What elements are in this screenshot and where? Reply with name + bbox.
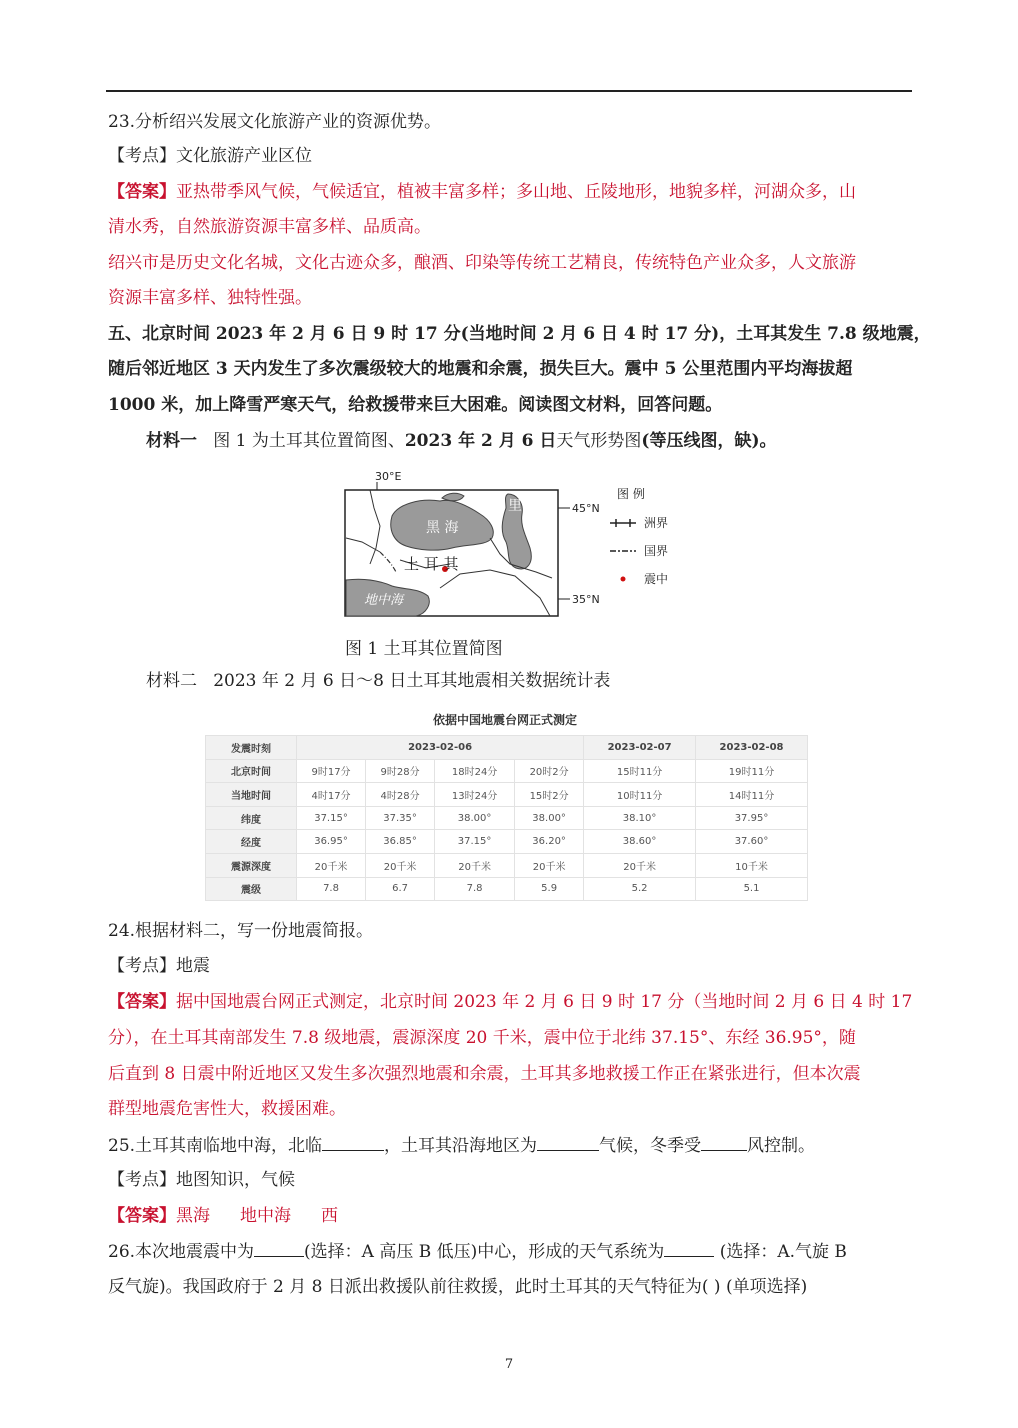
row-label: 震级 <box>206 877 297 901</box>
answer-text: 亚热带季风气候，气候适宜，植被丰富多样；多山地、丘陵地形，地貌多样，河湖众多，山 <box>176 182 856 202</box>
page-number: 7 <box>504 1357 514 1372</box>
table-cell: 15时2分 <box>515 783 584 807</box>
q23-answer-line-3: 绍兴市是历史文化名城，文化古迹众多，酿酒、印染等传统工艺精良，传统特色产业众多，人文旅游 <box>108 253 856 273</box>
q24-kaodian <box>108 955 210 977</box>
lon-30e-label: 30°E <box>375 470 402 483</box>
table-cell: 20千米 <box>297 853 366 877</box>
table-cell: 37.15° <box>435 830 515 854</box>
legend-border-label: 国界 <box>644 544 669 558</box>
table-cell: 15时11分 <box>584 759 696 783</box>
q26-line-2: 反气旋)。我国政府于 2 月 8 日派出救援队前往救援，此时土耳其的天气特征为( ) (单项选择) <box>108 1277 808 1297</box>
table-cell: 20时2分 <box>515 759 584 783</box>
answer-text: 据中国地震台网正式测定，北京时间 2023 年 2 月 6 日 9 时 17 分（当地时间 2 月 6 日 4 时 17 <box>176 992 913 1012</box>
q26-text: 26.本次地震震中为 <box>108 1242 255 1262</box>
q24-answer-line-4: 群型地震危害性大，救援困难。 <box>108 1099 346 1119</box>
q25-kaodian <box>108 1169 295 1191</box>
q24-answer-line-3: 后直到 8 日震中附近地区又发生多次强烈地震和余震，土耳其多地救援工作正在紧张进行，但本次震 <box>108 1064 861 1084</box>
section5-line-2: 随后邻近地区 3 天内发生了多次震级较大的地震和余震，损失巨大。震中 5 公里范围内平均海拔超 <box>108 359 853 379</box>
material2-text: 2023 年 2 月 6 日～8 日土耳其地震相关数据统计表 <box>213 671 611 691</box>
section5-line-1: 五、北京时间 2023 年 2 月 6 日 9 时 17 分(当地时间 2 月 6 日 4 时 17 分)，土耳其发生 7.8 级地震， <box>108 324 931 344</box>
table-cell: 14时11分 <box>696 783 808 807</box>
caspian-label-2: 海 <box>524 522 538 538</box>
material1-text-d: (等压线图，缺)。 <box>641 431 777 451</box>
table-cell: 37.60° <box>696 830 808 854</box>
legend-continent-label: 洲界 <box>644 516 669 530</box>
answer-text: 黑海 <box>176 1206 210 1226</box>
table-row <box>206 853 808 877</box>
q24-question: 24.根据材料二，写一份地震简报。 <box>108 921 374 941</box>
lat-45n-label: 45°N <box>572 502 600 515</box>
table-cell: 5.9 <box>515 877 584 901</box>
table-cell: 13时24分 <box>435 783 515 807</box>
answer-blank <box>664 1240 714 1257</box>
kaodian-tag: 【考点】 <box>108 146 176 166</box>
q23-answer-line-4: 资源丰富多样、独特性强。 <box>108 288 312 308</box>
kaodian-text: 文化旅游产业区位 <box>176 146 312 166</box>
legend-title: 图 例 <box>617 487 645 501</box>
table-cell: 36.20° <box>515 830 584 854</box>
answer-blank <box>254 1240 304 1257</box>
kaodian-tag: 【考点】 <box>108 1170 176 1190</box>
table-cell: 36.95° <box>297 830 366 854</box>
q25-text: 气候，冬季受 <box>599 1136 702 1156</box>
material2-line <box>146 670 610 692</box>
table-cell: 37.35° <box>366 806 435 830</box>
q26-text: (选择：A.气旋 B <box>719 1242 847 1262</box>
table-cell: 38.00° <box>435 806 515 830</box>
caspian-label-1: 里 <box>508 498 522 514</box>
answer-text: 地中海 <box>240 1206 291 1226</box>
answer-tag: 【答案】 <box>108 992 176 1012</box>
table-title: 依据中国地震台网正式测定 <box>432 713 577 727</box>
header-date: 2023-02-08 <box>696 736 808 760</box>
table-cell: 20千米 <box>366 853 435 877</box>
material1-date: 2023 年 2 月 6 日 <box>404 431 557 451</box>
table-cell: 5.1 <box>696 877 808 901</box>
table-row <box>206 783 808 807</box>
answer-blank <box>701 1134 747 1151</box>
table-cell: 5.2 <box>584 877 696 901</box>
black-sea-label: 黑 海 <box>426 520 459 536</box>
q24-answer-line-1 <box>108 991 912 1013</box>
turkey-location-map <box>340 468 700 618</box>
material1-line <box>146 430 777 452</box>
answer-blank <box>537 1134 599 1151</box>
material1-text-a: 图 1 为土耳其位置简图、 <box>213 431 405 451</box>
table-row <box>206 877 808 901</box>
table-cell: 10时11分 <box>584 783 696 807</box>
table-cell: 4时17分 <box>297 783 366 807</box>
row-label: 震源深度 <box>206 853 297 877</box>
q25-question <box>108 1134 815 1157</box>
answer-tag: 【答案】 <box>108 182 176 202</box>
row-label: 北京时间 <box>206 759 297 783</box>
q25-answer <box>108 1205 338 1227</box>
header-date: 2023-02-07 <box>584 736 696 760</box>
legend-epicenter-label: 震中 <box>644 572 669 586</box>
q23-answer-line-2: 清水秀，自然旅游资源丰富多样、品质高。 <box>108 217 431 237</box>
turkey-label: 土 耳 其 <box>404 555 459 573</box>
table-cell: 18时24分 <box>435 759 515 783</box>
material1-label: 材料一 <box>146 431 197 451</box>
header-label: 发震时刻 <box>206 736 297 760</box>
header-date: 2023-02-06 <box>297 736 584 760</box>
answer-text: 西 <box>321 1206 338 1226</box>
lat-35n-label: 35°N <box>572 593 600 606</box>
legend-epicenter-dot <box>621 577 626 582</box>
table-cell: 19时11分 <box>696 759 808 783</box>
q24-answer-line-2: 分），在土耳其南部发生 7.8 级地震，震源深度 20 千米，震中位于北纬 37.15°、东经 36.95°，随 <box>108 1028 856 1048</box>
row-label: 经度 <box>206 830 297 854</box>
material1-text-c: 天气形势图 <box>556 431 642 451</box>
q25-text: 25.土耳其南临地中海，北临 <box>108 1136 323 1156</box>
header-rule <box>106 90 912 92</box>
row-label: 纬度 <box>206 806 297 830</box>
q25-text: 风控制。 <box>747 1136 816 1156</box>
table-cell: 7.8 <box>435 877 515 901</box>
q23-question: 23.分析绍兴发展文化旅游产业的资源优势。 <box>108 112 442 132</box>
table-cell: 36.85° <box>366 830 435 854</box>
table-row <box>206 806 808 830</box>
med-sea-label: 地中海 <box>364 593 404 608</box>
answer-blank <box>322 1134 384 1151</box>
table-cell: 4时28分 <box>366 783 435 807</box>
table-cell: 20千米 <box>584 853 696 877</box>
q23-answer-line-1 <box>108 181 856 203</box>
table-row <box>206 759 808 783</box>
q26-text: (选择：A 高压 B 低压)中心，形成的天气系统为 <box>304 1242 665 1262</box>
table-cell: 38.00° <box>515 806 584 830</box>
kaodian-tag: 【考点】 <box>108 956 176 976</box>
material2-label: 材料二 <box>146 671 197 691</box>
q25-text: ，土耳其沿海地区为 <box>384 1136 538 1156</box>
table-cell: 7.8 <box>297 877 366 901</box>
figure1-caption: 图 1 土耳其位置简图 <box>345 639 503 659</box>
kaodian-text: 地震 <box>176 956 210 976</box>
table-cell: 9时28分 <box>366 759 435 783</box>
kaodian-text: 地图知识，气候 <box>176 1170 295 1190</box>
table-cell: 37.15° <box>297 806 366 830</box>
q26-line-1 <box>108 1240 847 1263</box>
section5-line-3: 1000 米，加上降雪严寒天气，给救援带来巨大困难。阅读图文材料，回答问题。 <box>108 395 723 415</box>
table-cell: 20千米 <box>515 853 584 877</box>
q23-kaodian <box>108 145 312 167</box>
table-cell: 20千米 <box>435 853 515 877</box>
answer-tag: 【答案】 <box>108 1206 176 1226</box>
table-cell: 38.60° <box>584 830 696 854</box>
table-cell: 6.7 <box>366 877 435 901</box>
table-row <box>206 830 808 854</box>
table-cell: 9时17分 <box>297 759 366 783</box>
table-cell: 10千米 <box>696 853 808 877</box>
table-header-row <box>206 736 808 760</box>
table-cell: 38.10° <box>584 806 696 830</box>
earthquake-data-table <box>205 735 808 901</box>
row-label: 当地时间 <box>206 783 297 807</box>
table-cell: 37.95° <box>696 806 808 830</box>
